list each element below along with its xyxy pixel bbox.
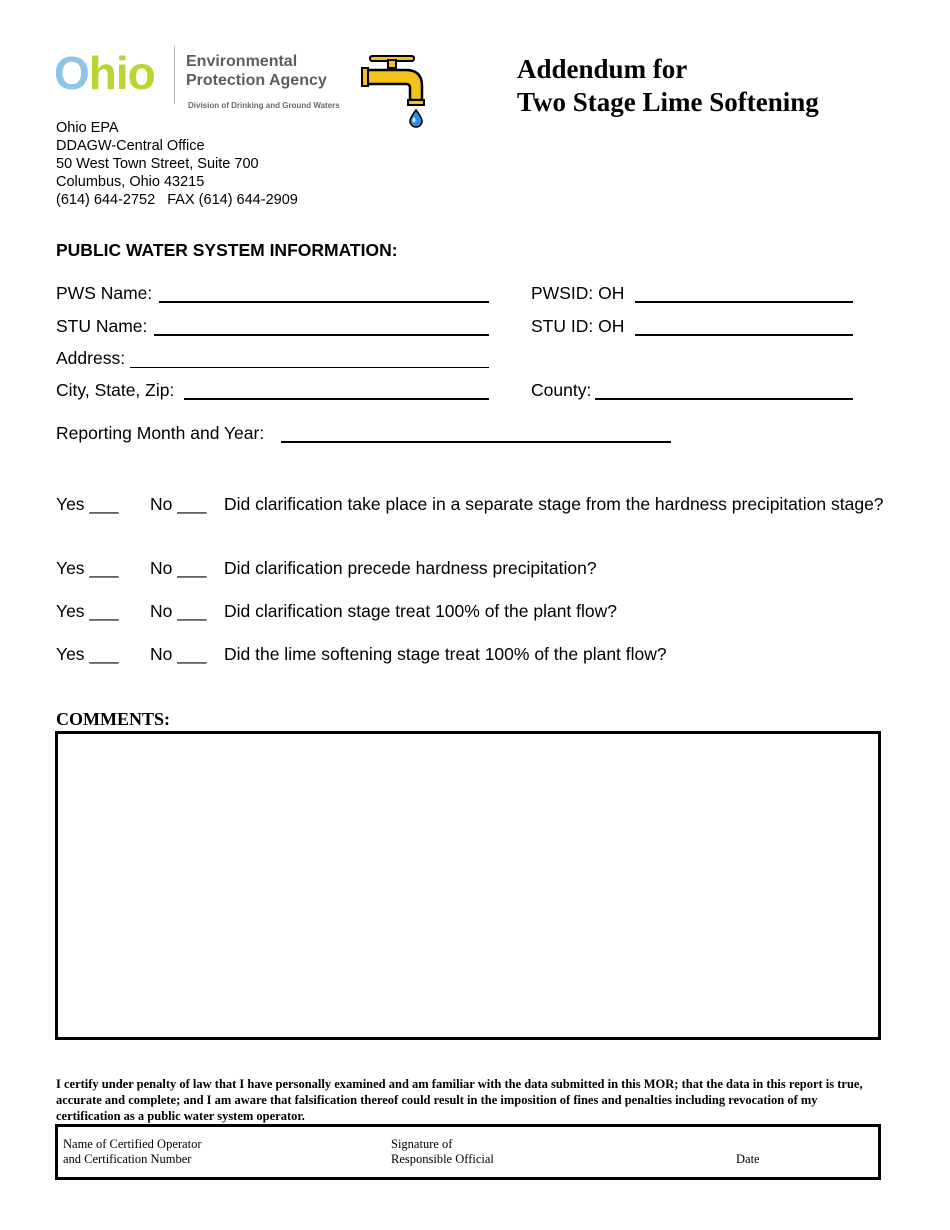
pws-name-field [56, 283, 152, 304]
question-text: Did the lime softening stage treat 100% of the plant flow? [224, 644, 667, 664]
section-header-pws-info: PUBLIC WATER SYSTEM INFORMATION: [56, 240, 398, 260]
ohio-wordmark: Ohio [54, 47, 155, 99]
county-label: County: [531, 380, 592, 400]
question-text: Did clarification take place in a separate stage from the hardness precipitation stage? [224, 494, 884, 514]
pwsid-input[interactable] [635, 301, 853, 303]
yes-answer-blank[interactable]: Yes ___ [56, 644, 119, 664]
operator-name-field[interactable]: Name of Certified Operator and Certification Number [63, 1137, 202, 1166]
pwsid-label: PWSID: OH [531, 283, 625, 303]
question-text: Did clarification precede hardness precipitation? [224, 558, 597, 578]
signature-box [55, 1124, 881, 1180]
comments-textarea[interactable] [55, 731, 881, 1040]
stu-name-field [56, 316, 147, 337]
address-input[interactable] [130, 366, 489, 368]
office-address: Ohio EPA DDAGW-Central Office 50 West Town Street, Suite 700 Columbus, Ohio 43215 (614) 644-2752 FAX (614) 644-2909 [56, 120, 298, 208]
county-field [531, 380, 591, 401]
reporting-month-year-input[interactable] [281, 441, 671, 443]
logo-separator [174, 46, 175, 104]
yes-answer-blank[interactable]: Yes ___ [56, 601, 119, 621]
question-text: Did clarification stage treat 100% of the plant flow? [224, 601, 617, 621]
pwsid-field [531, 283, 624, 304]
no-answer-blank[interactable]: No ___ [150, 644, 207, 664]
form-title: Addendum for Two Stage Lime Softening [517, 54, 819, 117]
stu-id-input[interactable] [635, 334, 853, 336]
stu-id-label: STU ID: OH [531, 316, 625, 336]
county-input[interactable] [595, 398, 853, 400]
stu-id-field [531, 316, 624, 337]
faucet-icon [360, 52, 430, 128]
city-state-zip-input[interactable] [184, 398, 489, 400]
pws-name-input[interactable] [159, 301, 489, 303]
yes-answer-blank[interactable]: Yes ___ [56, 494, 119, 514]
reporting-month-year-label: Reporting Month and Year: [56, 423, 265, 443]
no-answer-blank[interactable]: No ___ [150, 558, 207, 578]
city-state-zip-field [56, 380, 174, 401]
division-name: Division of Drinking and Ground Waters [188, 101, 340, 110]
address-field [56, 348, 125, 369]
no-answer-blank[interactable]: No ___ [150, 494, 207, 514]
pws-name-label: PWS Name: [56, 283, 153, 303]
no-answer-blank[interactable]: No ___ [150, 601, 207, 621]
yes-answer-blank[interactable]: Yes ___ [56, 558, 119, 578]
date-field[interactable]: Date [736, 1152, 760, 1166]
comments-label: COMMENTS: [56, 709, 170, 729]
address-label: Address: [56, 348, 126, 368]
ohio-epa-logo [54, 44, 354, 114]
reporting-month-year-field [56, 423, 264, 444]
stu-name-label: STU Name: [56, 316, 148, 336]
certification-statement: I certify under penalty of law that I have personally examined and am familiar with the data submitted in this MOR; that the data in this report is true, accurate and complete; and I am aware that falsification thereof could result in the imposition of fines and penalties including revocation of my certification as a public water system operator. [56, 1077, 863, 1123]
stu-name-input[interactable] [154, 334, 489, 336]
city-state-zip-label: City, State, Zip: [56, 380, 175, 400]
official-signature-field[interactable]: Signature of Responsible Official [391, 1137, 494, 1166]
agency-name: Environmental Protection Agency [186, 53, 327, 89]
